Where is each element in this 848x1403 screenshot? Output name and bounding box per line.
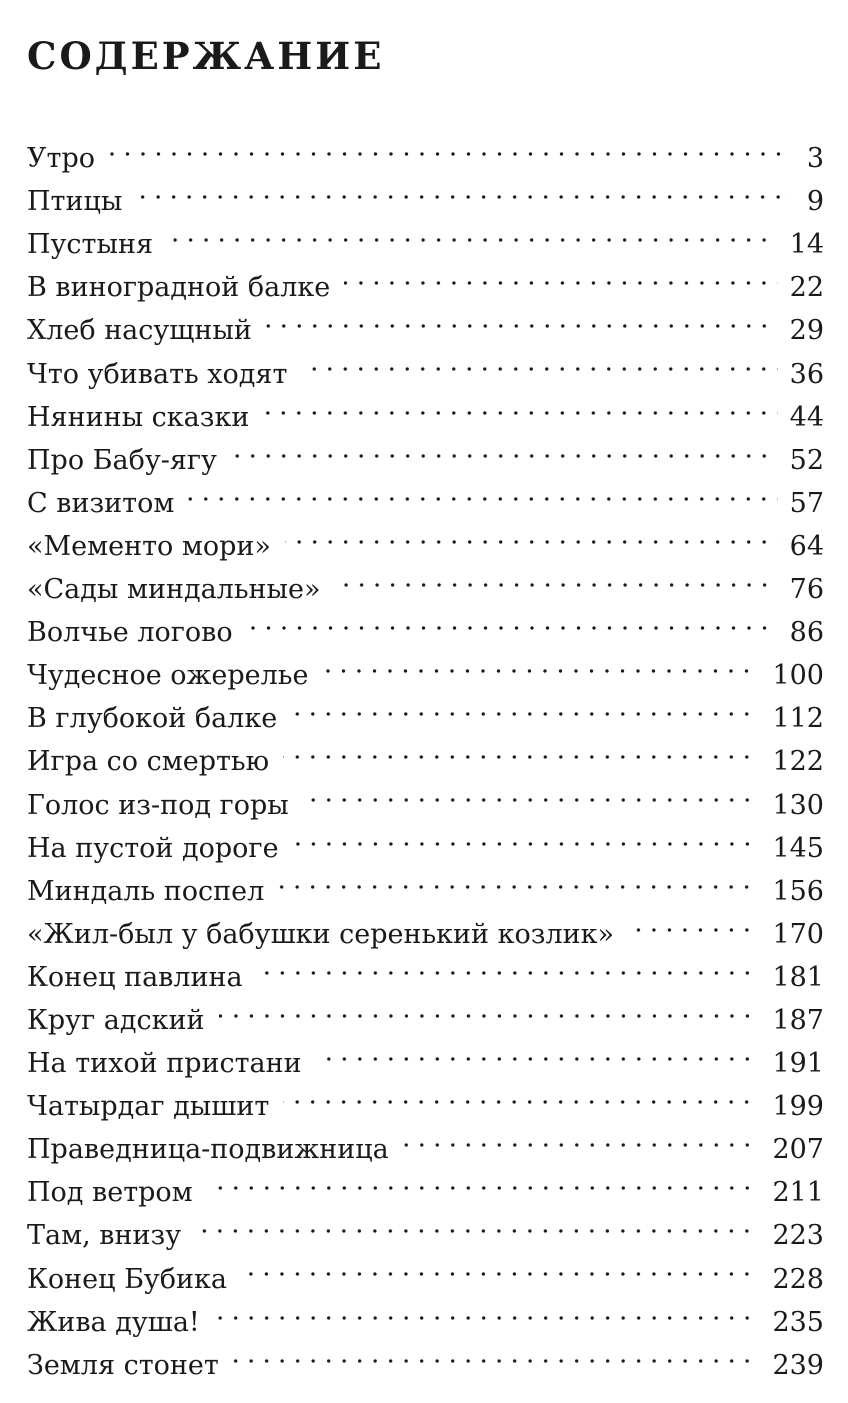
toc-entry-title: Игра со смертью [27,746,270,778]
toc-entry-page-number: 239 [772,1349,824,1381]
dot-leader [263,383,777,426]
toc-entry-page-number: 76 [789,574,824,606]
toc-entry-page-number: 191 [772,1048,824,1080]
toc-entry-title: Что убивать ходят [27,358,288,390]
toc-entry-title: Круг адский [27,1004,205,1036]
toc-entry-title: Про Бабу-ягу [27,444,217,476]
dot-leader [188,469,777,512]
dot-leader [233,1331,761,1374]
toc-entry-page-number: 207 [772,1134,824,1166]
toc-entry-page-number: 199 [772,1091,824,1123]
toc-entry-page-number: 14 [789,229,824,261]
dot-leader [167,210,778,253]
dot-leader [195,1201,760,1244]
toc-entry-page-number: 223 [772,1220,824,1252]
toc-entry-title: Под ветром [27,1177,193,1209]
dot-leader [278,857,760,900]
dot-leader [303,770,761,813]
toc-entry-page-number: 145 [772,832,824,864]
dot-leader [136,167,792,210]
toc-entry-page-number: 29 [789,315,824,347]
toc-entry-title: Праведница-подвижница [27,1134,389,1166]
toc-entry-title: С визитом [27,487,175,519]
dot-leader [285,512,778,555]
dot-leader [247,598,778,641]
dot-leader [207,1158,761,1201]
dot-leader [344,253,777,296]
dot-leader [231,426,778,469]
dot-leader [109,124,792,167]
toc-entry-page-number: 44 [789,401,824,433]
toc-entry [27,167,824,218]
toc-entry [27,124,824,175]
dot-leader [283,1072,760,1115]
toc-entry-page-number: 130 [772,789,824,821]
dot-leader [628,900,760,943]
dot-leader [316,1029,761,1072]
toc-entry-title: Голос из-под горы [27,789,289,821]
toc-entry-title: «Жил-был у бабушки серенький козлик» [27,918,615,950]
toc-entry-title: Конец павлина [27,961,243,993]
toc-entry-title: Пустыня [27,229,154,261]
toc-entry-page-number: 86 [789,617,824,649]
toc-entry-title: Жива душа! [27,1306,200,1338]
toc-entry-title: Там, внизу [27,1220,182,1252]
dot-leader [283,727,760,770]
toc-entry-title: На тихой пристани [27,1048,302,1080]
dot-leader [291,684,760,727]
toc-entry-title: Хлеб насущный [27,315,252,347]
dot-leader [293,814,761,857]
toc-entry-title: Конец Бубика [27,1263,228,1295]
toc-entry-page-number: 122 [772,746,824,778]
toc-entry-title: Чудесное ожерелье [27,660,309,692]
dot-leader [214,1288,761,1331]
toc-entry-page-number: 100 [772,660,824,692]
dot-leader [335,555,778,598]
dot-leader [219,986,761,1029]
toc-entry-page-number: 211 [772,1177,824,1209]
toc-entry-page-number: 228 [772,1263,824,1295]
toc-entry-page-number: 112 [772,703,824,735]
toc-entry-title: Птицы [27,186,123,218]
toc-entry-title: Утро [27,143,95,175]
toc-entry-title: Нянины сказки [27,401,250,433]
dot-leader [322,641,760,684]
toc-entry-title: В виноградной балке [27,272,331,304]
toc-entry-page-number: 170 [772,918,824,950]
toc-entry-page-number: 57 [789,487,824,519]
toc-entry-page-number: 3 [806,143,824,175]
dot-leader [403,1115,761,1158]
page-title: СОДЕРЖАНИЕ [27,34,385,78]
toc-entry-title: Волчье логово [27,617,233,649]
toc-entry-title: Миндаль поспел [27,875,265,907]
toc-list [27,124,824,1381]
toc-entry-title: «Сады миндальные» [27,574,321,606]
dot-leader [266,296,778,339]
toc-entry-page-number: 22 [789,272,824,304]
toc-entry-page-number: 181 [772,961,824,993]
toc-entry-title: Земля стонет [27,1349,219,1381]
toc-entry-title: На пустой дороге [27,832,279,864]
dot-leader [241,1244,760,1287]
toc-entry-title: Чатырдаг дышит [27,1091,270,1123]
toc-entry-title: В глубокой балке [27,703,278,735]
toc-entry-title: «Мементо мори» [27,530,271,562]
toc-entry-page-number: 9 [806,186,824,218]
toc-entry-page-number: 36 [789,358,824,390]
toc-entry [27,210,824,261]
toc-entry-page-number: 64 [789,530,824,562]
toc-entry-page-number: 187 [772,1004,824,1036]
toc-entry-page-number: 52 [789,444,824,476]
toc-entry-page-number: 235 [772,1306,824,1338]
toc-entry-page-number: 156 [772,875,824,907]
dot-leader [301,339,777,382]
dot-leader [257,943,761,986]
